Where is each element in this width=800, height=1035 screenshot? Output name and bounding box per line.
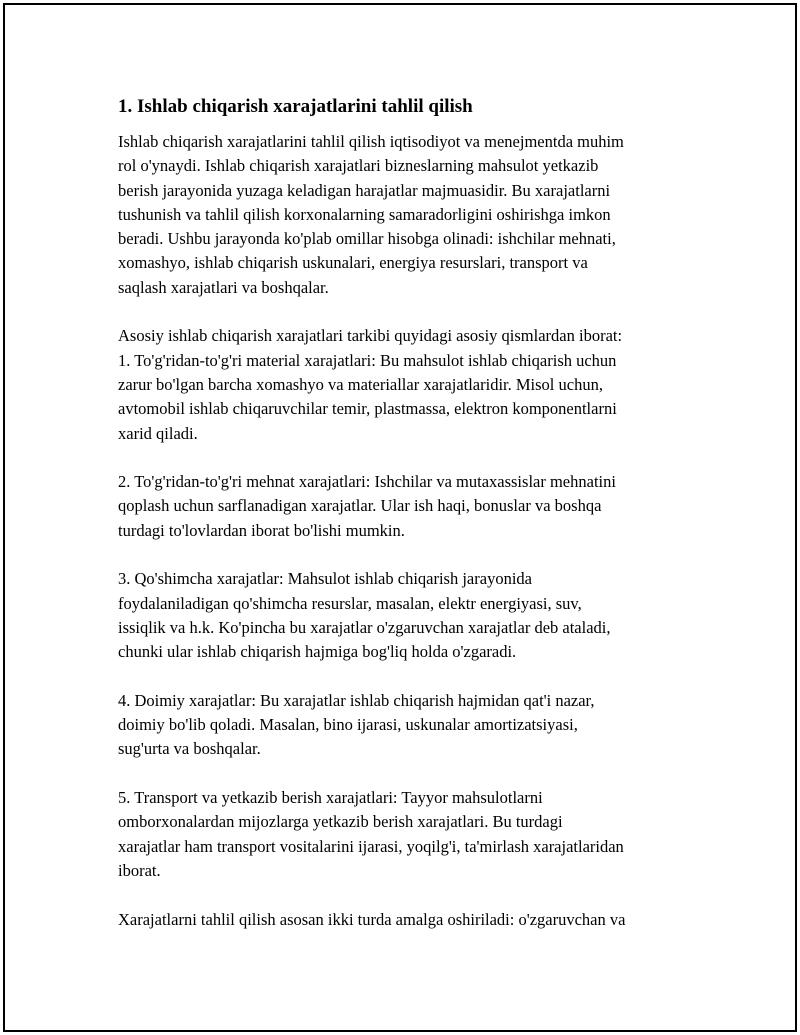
text-line: sug'urta va boshqalar.	[118, 739, 261, 759]
text-line: zarur bo'lgan barcha xomashyo va materiallar xarajatlaridir. Misol uchun,	[118, 374, 603, 394]
text-line: Asosiy ishlab chiqarish xarajatlari tarkibi quyidagi asosiy qismlardan iborat:	[118, 326, 623, 346]
text-line: 5. Transport va yetkazib berish xarajatlari: Tayyor mahsulotlarni	[118, 788, 543, 808]
paragraph-analysis-types	[118, 908, 690, 932]
text-line: avtomobil ishlab chiqaruvchilar temir, plastmassa, elektron komponentlarni	[118, 399, 617, 419]
paragraph-intro	[118, 130, 690, 300]
document-body	[118, 94, 690, 956]
paragraph-transport-costs	[118, 786, 690, 883]
paragraph-fixed-costs	[118, 689, 690, 762]
text-line: chunki ular ishlab chiqarish hajmiga bog'liq holda o'zgaradi.	[118, 642, 517, 662]
text-line: issiqlik va h.k. Ko'pincha bu xarajatlar o'zgaruvchan xarajatlar deb ataladi,	[118, 617, 611, 637]
text-line: 3. Qo'shimcha xarajatlar: Mahsulot ishlab chiqarish jarayonida	[118, 569, 532, 589]
text-line: qoplash uchun sarflanadigan xarajatlar. Ular ish haqi, bonuslar va boshqa	[118, 496, 602, 516]
text-line: berish jarayonida yuzaga keladigan harajatlar majmuasidir. Bu xarajatlarni	[118, 180, 611, 200]
text-line: xarajatlar ham transport vositalarini ijarasi, yoqilg'i, ta'mirlash xarajatlaridan	[118, 836, 624, 856]
paragraph-overhead-costs	[118, 567, 690, 664]
text-line: Xarajatlarni tahlil qilish asosan ikki turda amalga oshiriladi: o'zgaruvchan va	[118, 909, 626, 929]
text-line: 2. To'g'ridan-to'g'ri mehnat xarajatlari: Ishchilar va mutaxassislar mehnatini	[118, 472, 616, 492]
text-line: doimiy bo'lib qoladi. Masalan, bino ijarasi, uskunalar amortizatsiyasi,	[118, 715, 578, 735]
text-line: 4. Doimiy xarajatlar: Bu xarajatlar ishlab chiqarish hajmidan qat'i nazar,	[118, 690, 595, 710]
paragraph-components	[118, 324, 690, 445]
text-line: xarid qiladi.	[118, 423, 198, 443]
text-line: omborxonalardan mijozlarga yetkazib berish xarajatlari. Bu turdagi	[118, 812, 563, 832]
text-line: iborat.	[118, 860, 161, 880]
text-line: 1. To'g'ridan-to'g'ri material xarajatlari: Bu mahsulot ishlab chiqarish uchun	[118, 350, 617, 370]
text-line: xomashyo, ishlab chiqarish uskunalari, energiya resurslari, transport va	[118, 253, 588, 273]
section-heading: 1. Ishlab chiqarish xarajatlarini tahlil qilish	[118, 96, 473, 117]
text-line: tushunish va tahlil qilish korxonalarning samaradorligini oshirishga imkon	[118, 204, 611, 224]
text-line: Ishlab chiqarish xarajatlarini tahlil qilish iqtisodiyot va menejmentda muhim	[118, 132, 624, 151]
text-line: turdagi to'lovlardan iborat bo'lishi mumkin.	[118, 520, 405, 540]
text-line: saqlash xarajatlari va boshqalar.	[118, 277, 329, 297]
text-line: rol o'ynaydi. Ishlab chiqarish xarajatlari bizneslarning mahsulot yetkazib	[118, 156, 599, 176]
text-line: beradi. Ushbu jarayonda ko'plab omillar hisobga olinadi: ishchilar mehnati,	[118, 229, 616, 249]
text-line: foydalaniladigan qo'shimcha resurslar, masalan, elektr energiyasi, suv,	[118, 593, 582, 613]
paragraph-labor-costs	[118, 470, 690, 543]
